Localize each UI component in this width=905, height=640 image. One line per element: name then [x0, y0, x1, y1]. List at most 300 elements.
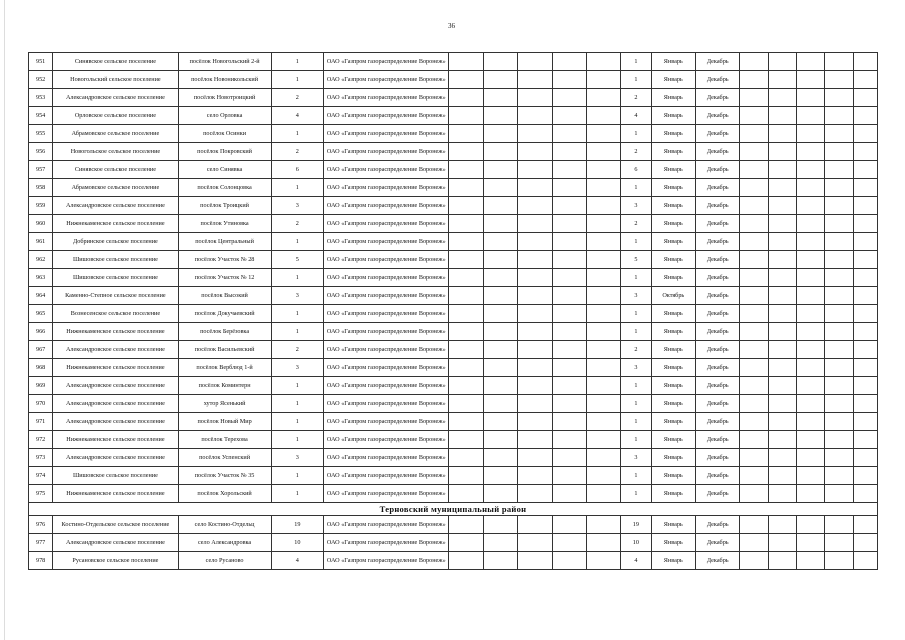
table-body-top	[29, 53, 878, 503]
empty-cell	[768, 377, 796, 395]
table-row	[29, 431, 878, 449]
start-month-cell: Январь	[651, 341, 695, 359]
empty-cell	[449, 395, 483, 413]
page-number: 36	[448, 22, 455, 30]
empty-cell	[449, 413, 483, 431]
start-month-cell: Октябрь	[651, 287, 695, 305]
table-row	[29, 395, 878, 413]
operator-cell: ОАО «Газпром газораспределение Воронеж»	[324, 53, 449, 71]
empty-cell	[853, 287, 877, 305]
start-month-cell: Январь	[651, 516, 695, 534]
empty-cell	[825, 359, 853, 377]
empty-cell	[825, 107, 853, 125]
empty-cell	[853, 125, 877, 143]
empty-cell	[449, 534, 483, 552]
empty-cell	[586, 431, 620, 449]
empty-cell	[825, 287, 853, 305]
empty-cell	[483, 431, 517, 449]
empty-cell	[449, 71, 483, 89]
empty-cell	[552, 516, 586, 534]
operator-cell: ОАО «Газпром газораспределение Воронеж»	[324, 305, 449, 323]
locality-cell: село Русаново	[178, 552, 271, 570]
empty-cell	[797, 485, 825, 503]
operator-cell: ОАО «Газпром газораспределение Воронеж»	[324, 269, 449, 287]
empty-cell	[740, 269, 768, 287]
empty-cell	[483, 53, 517, 71]
empty-cell	[768, 467, 796, 485]
count-cell: 4	[271, 107, 324, 125]
empty-cell	[797, 467, 825, 485]
quantity-cell: 19	[621, 516, 651, 534]
empty-cell	[797, 359, 825, 377]
table-row	[29, 305, 878, 323]
end-month-cell: Декабрь	[696, 552, 740, 570]
quantity-cell: 2	[621, 341, 651, 359]
empty-cell	[853, 161, 877, 179]
end-month-cell: Декабрь	[696, 305, 740, 323]
empty-cell	[853, 431, 877, 449]
row-number: 976	[29, 516, 53, 534]
empty-cell	[853, 552, 877, 570]
empty-cell	[853, 305, 877, 323]
settlement-cell: Александровское сельское поселение	[53, 449, 178, 467]
empty-cell	[518, 89, 552, 107]
locality-cell: посёлок Новотроицкий	[178, 89, 271, 107]
empty-cell	[518, 341, 552, 359]
row-number: 978	[29, 552, 53, 570]
start-month-cell: Январь	[651, 233, 695, 251]
quantity-cell: 1	[621, 413, 651, 431]
start-month-cell: Январь	[651, 53, 695, 71]
locality-cell: посёлок Новый Мир	[178, 413, 271, 431]
empty-cell	[768, 71, 796, 89]
empty-cell	[853, 377, 877, 395]
table-row	[29, 71, 878, 89]
settlement-cell: Абрамовское сельское поселение	[53, 125, 178, 143]
empty-cell	[518, 161, 552, 179]
empty-cell	[586, 552, 620, 570]
empty-cell	[768, 143, 796, 161]
quantity-cell: 1	[621, 323, 651, 341]
empty-cell	[552, 413, 586, 431]
empty-cell	[853, 269, 877, 287]
table-row	[29, 467, 878, 485]
empty-cell	[586, 377, 620, 395]
table-row	[29, 197, 878, 215]
empty-cell	[449, 251, 483, 269]
empty-cell	[740, 89, 768, 107]
row-number: 974	[29, 467, 53, 485]
empty-cell	[740, 179, 768, 197]
empty-cell	[825, 341, 853, 359]
locality-cell: посёлок Участок № 28	[178, 251, 271, 269]
operator-cell: ОАО «Газпром газораспределение Воронеж»	[324, 71, 449, 89]
schedule-table	[28, 52, 878, 570]
row-number: 968	[29, 359, 53, 377]
operator-cell: ОАО «Газпром газораспределение Воронеж»	[324, 125, 449, 143]
empty-cell	[740, 125, 768, 143]
empty-cell	[853, 215, 877, 233]
operator-cell: ОАО «Газпром газораспределение Воронеж»	[324, 431, 449, 449]
empty-cell	[768, 107, 796, 125]
empty-cell	[586, 161, 620, 179]
count-cell: 1	[271, 269, 324, 287]
locality-cell: село Костино-Отдельц	[178, 516, 271, 534]
empty-cell	[518, 233, 552, 251]
empty-cell	[768, 485, 796, 503]
operator-cell: ОАО «Газпром газораспределение Воронеж»	[324, 143, 449, 161]
quantity-cell: 2	[621, 89, 651, 107]
empty-cell	[483, 251, 517, 269]
table-row	[29, 323, 878, 341]
start-month-cell: Январь	[651, 359, 695, 377]
empty-cell	[740, 534, 768, 552]
row-number: 952	[29, 71, 53, 89]
empty-cell	[586, 179, 620, 197]
locality-cell: посёлок Участок № 35	[178, 467, 271, 485]
settlement-cell: Нижнекаменское сельское поселение	[53, 485, 178, 503]
end-month-cell: Декабрь	[696, 323, 740, 341]
empty-cell	[825, 125, 853, 143]
settlement-cell: Шишовское сельское поселение	[53, 269, 178, 287]
count-cell: 1	[271, 233, 324, 251]
empty-cell	[483, 269, 517, 287]
row-number: 965	[29, 305, 53, 323]
empty-cell	[483, 341, 517, 359]
empty-cell	[586, 516, 620, 534]
empty-cell	[768, 89, 796, 107]
empty-cell	[518, 377, 552, 395]
row-number: 956	[29, 143, 53, 161]
end-month-cell: Декабрь	[696, 251, 740, 269]
end-month-cell: Декабрь	[696, 161, 740, 179]
empty-cell	[740, 431, 768, 449]
empty-cell	[825, 71, 853, 89]
operator-cell: ОАО «Газпром газораспределение Воронеж»	[324, 215, 449, 233]
empty-cell	[552, 179, 586, 197]
empty-cell	[586, 143, 620, 161]
empty-cell	[797, 323, 825, 341]
empty-cell	[825, 233, 853, 251]
quantity-cell: 6	[621, 161, 651, 179]
count-cell: 2	[271, 89, 324, 107]
empty-cell	[740, 341, 768, 359]
start-month-cell: Январь	[651, 449, 695, 467]
quantity-cell: 1	[621, 233, 651, 251]
locality-cell: посёлок Высокий	[178, 287, 271, 305]
start-month-cell: Январь	[651, 323, 695, 341]
start-month-cell: Январь	[651, 215, 695, 233]
empty-cell	[449, 179, 483, 197]
start-month-cell: Январь	[651, 467, 695, 485]
empty-cell	[825, 552, 853, 570]
locality-cell: посёлок Участок № 12	[178, 269, 271, 287]
empty-cell	[853, 143, 877, 161]
start-month-cell: Январь	[651, 305, 695, 323]
count-cell: 2	[271, 341, 324, 359]
settlement-cell: Шишовское сельское поселение	[53, 251, 178, 269]
empty-cell	[768, 161, 796, 179]
settlement-cell: Нижнекаменское сельское поселение	[53, 431, 178, 449]
empty-cell	[740, 323, 768, 341]
quantity-cell: 4	[621, 552, 651, 570]
empty-cell	[449, 215, 483, 233]
table-row	[29, 516, 878, 534]
empty-cell	[483, 179, 517, 197]
count-cell: 4	[271, 552, 324, 570]
empty-cell	[518, 53, 552, 71]
start-month-cell: Январь	[651, 125, 695, 143]
locality-cell: посёлок Васильевский	[178, 341, 271, 359]
table-body-bottom	[29, 516, 878, 570]
empty-cell	[552, 197, 586, 215]
empty-cell	[449, 125, 483, 143]
empty-cell	[518, 359, 552, 377]
empty-cell	[518, 71, 552, 89]
row-number: 967	[29, 341, 53, 359]
end-month-cell: Декабрь	[696, 287, 740, 305]
row-number: 961	[29, 233, 53, 251]
empty-cell	[552, 377, 586, 395]
operator-cell: ОАО «Газпром газораспределение Воронеж»	[324, 89, 449, 107]
start-month-cell: Январь	[651, 251, 695, 269]
empty-cell	[483, 323, 517, 341]
empty-cell	[586, 395, 620, 413]
quantity-cell: 1	[621, 485, 651, 503]
empty-cell	[552, 534, 586, 552]
settlement-cell: Нижнекаменское сельское поселение	[53, 323, 178, 341]
count-cell: 3	[271, 197, 324, 215]
start-month-cell: Январь	[651, 107, 695, 125]
empty-cell	[483, 377, 517, 395]
empty-cell	[768, 305, 796, 323]
row-number: 957	[29, 161, 53, 179]
start-month-cell: Январь	[651, 552, 695, 570]
empty-cell	[740, 485, 768, 503]
count-cell: 10	[271, 534, 324, 552]
row-number: 955	[29, 125, 53, 143]
end-month-cell: Декабрь	[696, 107, 740, 125]
empty-cell	[552, 287, 586, 305]
settlement-cell: Шишовское сельское поселение	[53, 467, 178, 485]
empty-cell	[768, 323, 796, 341]
empty-cell	[768, 516, 796, 534]
empty-cell	[797, 449, 825, 467]
end-month-cell: Декабрь	[696, 534, 740, 552]
empty-cell	[518, 179, 552, 197]
operator-cell: ОАО «Газпром газораспределение Воронеж»	[324, 107, 449, 125]
empty-cell	[853, 197, 877, 215]
empty-cell	[586, 359, 620, 377]
quantity-cell: 5	[621, 251, 651, 269]
empty-cell	[740, 467, 768, 485]
end-month-cell: Декабрь	[696, 395, 740, 413]
row-number: 969	[29, 377, 53, 395]
empty-cell	[449, 197, 483, 215]
empty-cell	[552, 359, 586, 377]
row-number: 975	[29, 485, 53, 503]
row-number: 964	[29, 287, 53, 305]
empty-cell	[740, 449, 768, 467]
empty-cell	[449, 287, 483, 305]
operator-cell: ОАО «Газпром газораспределение Воронеж»	[324, 341, 449, 359]
locality-cell: посёлок Новогольский 2-й	[178, 53, 271, 71]
empty-cell	[825, 305, 853, 323]
row-number: 977	[29, 534, 53, 552]
settlement-cell: Александровское сельское поселение	[53, 197, 178, 215]
empty-cell	[483, 449, 517, 467]
count-cell: 2	[271, 215, 324, 233]
operator-cell: ОАО «Газпром газораспределение Воронеж»	[324, 395, 449, 413]
end-month-cell: Декабрь	[696, 341, 740, 359]
empty-cell	[483, 359, 517, 377]
empty-cell	[586, 449, 620, 467]
table-row	[29, 179, 878, 197]
count-cell: 1	[271, 53, 324, 71]
empty-cell	[797, 125, 825, 143]
locality-cell: село Александровка	[178, 534, 271, 552]
quantity-cell: 1	[621, 431, 651, 449]
operator-cell: ОАО «Газпром газораспределение Воронеж»	[324, 377, 449, 395]
empty-cell	[449, 89, 483, 107]
end-month-cell: Декабрь	[696, 143, 740, 161]
empty-cell	[740, 53, 768, 71]
table-row	[29, 534, 878, 552]
empty-cell	[825, 377, 853, 395]
table-row	[29, 359, 878, 377]
table-row	[29, 449, 878, 467]
empty-cell	[825, 431, 853, 449]
empty-cell	[483, 233, 517, 251]
empty-cell	[518, 395, 552, 413]
empty-cell	[825, 485, 853, 503]
empty-cell	[483, 413, 517, 431]
locality-cell: хутор Ясенький	[178, 395, 271, 413]
row-number: 963	[29, 269, 53, 287]
empty-cell	[797, 395, 825, 413]
empty-cell	[518, 305, 552, 323]
empty-cell	[768, 431, 796, 449]
empty-cell	[853, 323, 877, 341]
table-row	[29, 161, 878, 179]
quantity-cell: 1	[621, 377, 651, 395]
empty-cell	[518, 197, 552, 215]
page-edge-line	[4, 0, 5, 640]
empty-cell	[740, 305, 768, 323]
quantity-cell: 1	[621, 305, 651, 323]
empty-cell	[825, 395, 853, 413]
locality-cell: посёлок Докучаевский	[178, 305, 271, 323]
empty-cell	[853, 413, 877, 431]
empty-cell	[853, 534, 877, 552]
empty-cell	[853, 71, 877, 89]
empty-cell	[449, 485, 483, 503]
row-number: 970	[29, 395, 53, 413]
empty-cell	[825, 516, 853, 534]
locality-cell: село Синявка	[178, 161, 271, 179]
empty-cell	[518, 215, 552, 233]
empty-cell	[853, 467, 877, 485]
empty-cell	[768, 269, 796, 287]
empty-cell	[768, 287, 796, 305]
empty-cell	[449, 269, 483, 287]
end-month-cell: Декабрь	[696, 53, 740, 71]
empty-cell	[518, 107, 552, 125]
empty-cell	[825, 197, 853, 215]
empty-cell	[853, 341, 877, 359]
empty-cell	[586, 341, 620, 359]
empty-cell	[586, 53, 620, 71]
start-month-cell: Январь	[651, 413, 695, 431]
empty-cell	[449, 143, 483, 161]
count-cell: 3	[271, 449, 324, 467]
empty-cell	[740, 215, 768, 233]
settlement-cell: Александровское сельское поселение	[53, 341, 178, 359]
empty-cell	[825, 53, 853, 71]
empty-cell	[552, 467, 586, 485]
empty-cell	[797, 251, 825, 269]
count-cell: 1	[271, 467, 324, 485]
operator-cell: ОАО «Газпром газораспределение Воронеж»	[324, 251, 449, 269]
end-month-cell: Декабрь	[696, 179, 740, 197]
empty-cell	[552, 251, 586, 269]
empty-cell	[552, 143, 586, 161]
quantity-cell: 2	[621, 143, 651, 161]
quantity-cell: 3	[621, 197, 651, 215]
empty-cell	[768, 395, 796, 413]
table-row	[29, 485, 878, 503]
end-month-cell: Декабрь	[696, 377, 740, 395]
empty-cell	[483, 395, 517, 413]
start-month-cell: Январь	[651, 485, 695, 503]
region-row	[29, 503, 878, 516]
empty-cell	[483, 161, 517, 179]
end-month-cell: Декабрь	[696, 125, 740, 143]
empty-cell	[552, 305, 586, 323]
empty-cell	[552, 161, 586, 179]
empty-cell	[853, 449, 877, 467]
end-month-cell: Декабрь	[696, 89, 740, 107]
row-number: 953	[29, 89, 53, 107]
empty-cell	[483, 215, 517, 233]
operator-cell: ОАО «Газпром газораспределение Воронеж»	[324, 323, 449, 341]
region-section	[29, 503, 878, 516]
empty-cell	[586, 413, 620, 431]
empty-cell	[768, 179, 796, 197]
empty-cell	[518, 269, 552, 287]
empty-cell	[740, 516, 768, 534]
empty-cell	[483, 197, 517, 215]
count-cell: 19	[271, 516, 324, 534]
empty-cell	[518, 431, 552, 449]
empty-cell	[740, 413, 768, 431]
empty-cell	[768, 341, 796, 359]
empty-cell	[768, 449, 796, 467]
start-month-cell: Январь	[651, 197, 695, 215]
row-number: 972	[29, 431, 53, 449]
empty-cell	[552, 485, 586, 503]
empty-cell	[586, 233, 620, 251]
locality-cell: посёлок Троицкий	[178, 197, 271, 215]
empty-cell	[586, 534, 620, 552]
start-month-cell: Январь	[651, 161, 695, 179]
empty-cell	[449, 377, 483, 395]
empty-cell	[552, 71, 586, 89]
empty-cell	[586, 71, 620, 89]
table-row	[29, 143, 878, 161]
empty-cell	[768, 534, 796, 552]
empty-cell	[740, 143, 768, 161]
